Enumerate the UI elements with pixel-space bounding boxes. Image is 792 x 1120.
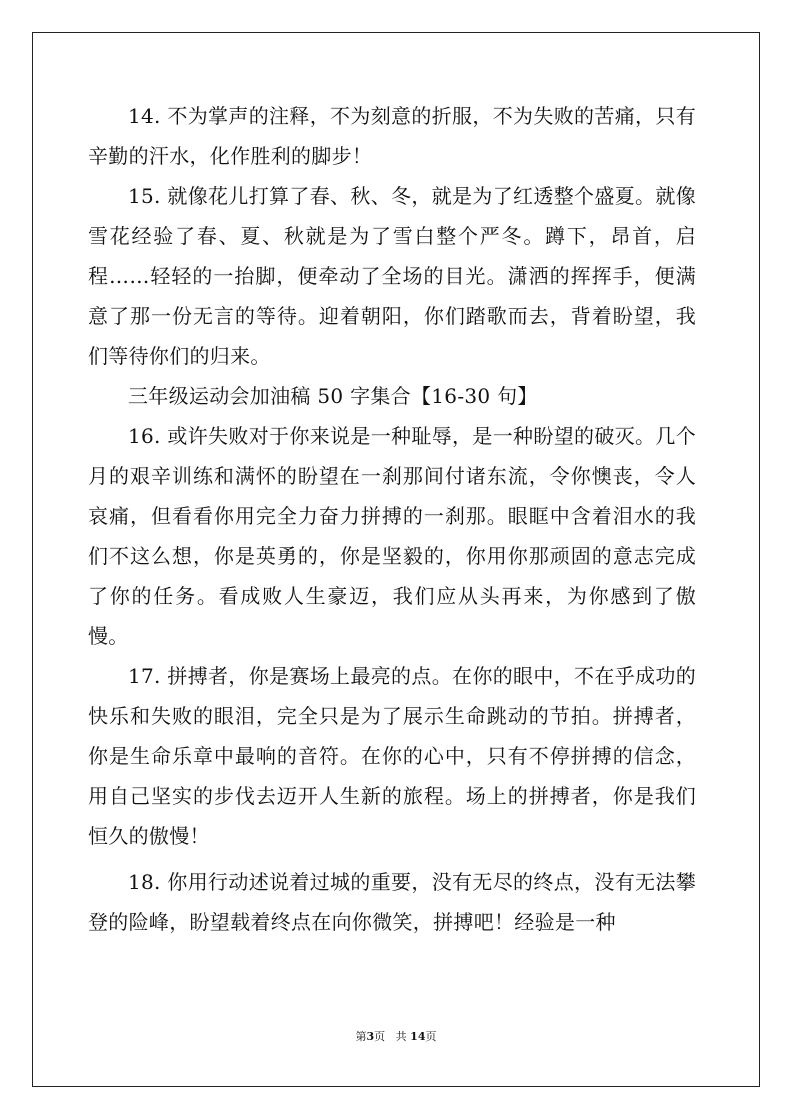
- footer-total-prefix: 共: [395, 1030, 407, 1043]
- document-body: [88, 96, 696, 942]
- paragraph-15: 15. 就像花儿打算了春、秋、冬，就是为了红透整个盛夏。就像雪花经验了春、夏、秋就是为了雪白整个严冬。蹲下，昂首，启程……轻轻的一抬脚，便牵动了全场的目光。潇洒的挥挥手，便满意了那一份无言的等待。迎着朝阳，你们踏歌而去，背着盼望，我们等待你们的归来。: [88, 184, 696, 368]
- page-footer: [0, 1028, 792, 1044]
- footer-total-pages: 14: [410, 1030, 426, 1043]
- paragraph-16: 16. 或许失败对于你来说是一种耻辱，是一种盼望的破灭。几个月的艰辛训练和满怀的盼望在一刹那间付诸东流，令你懊丧，令人哀痛，但看看你用完全力奋力拼搏的一刹那。眼眶中含着泪水的我们不这么想，你是英勇的，你是坚毅的，你用你那顽固的意志完成了你的任务。看成败人生豪迈，我们应从头再来，为你感到了傲慢。: [88, 424, 696, 648]
- paragraph-14: 14. 不为掌声的注释，不为刻意的折服，不为失败的苦痛，只有辛勤的汗水，化作胜利的脚步！: [88, 104, 696, 168]
- footer-page-unit: 页: [374, 1030, 386, 1043]
- footer-current-page: 3: [366, 1030, 375, 1043]
- section-heading: 三年级运动会加油稿 50 字集合【16-30 句】: [128, 384, 538, 408]
- paragraph-18: 18. 你用行动述说着过城的重要，没有无尽的终点，没有无法攀登的险峰，盼望载着终点在向你微笑，拼搏吧！经验是一种: [88, 870, 696, 934]
- footer-total-unit: 页: [425, 1030, 437, 1043]
- footer-prefix: 第: [355, 1030, 367, 1043]
- paragraph-17: 17. 拼搏者，你是赛场上最亮的点。在你的眼中，不在乎成功的快乐和失败的眼泪，完全只是为了展示生命跳动的节拍。拼搏者，你是生命乐章中最响的音符。在你的心中，只有不停拼搏的信念，用自己坚实的步伐去迈开人生新的旅程。场上的拼搏者，你是我们恒久的傲慢！: [88, 664, 696, 848]
